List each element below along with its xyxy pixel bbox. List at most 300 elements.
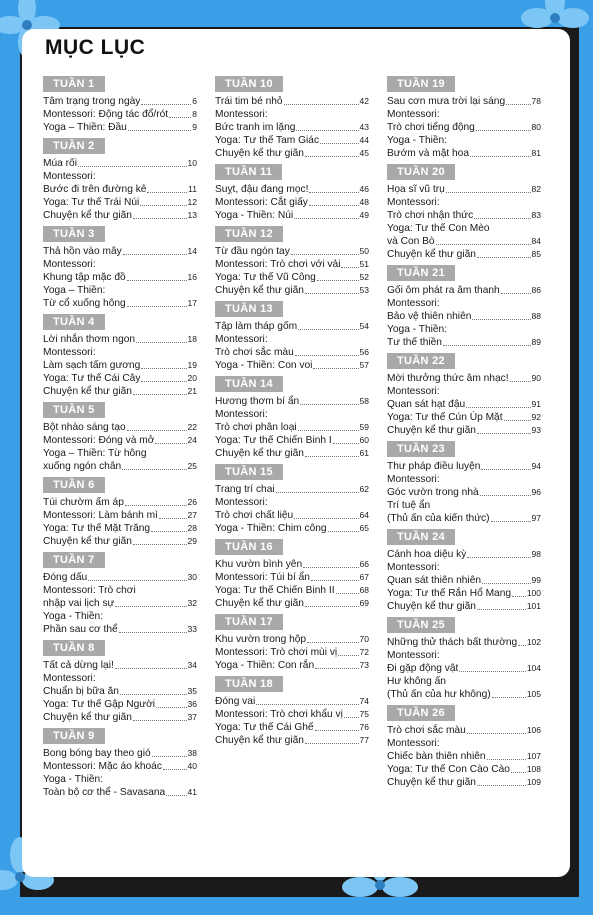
toc-entry[interactable] [387,636,541,649]
toc-entry-text: Trò chơi nhận thức [387,210,474,221]
toc-entry[interactable] [215,408,369,434]
toc-entry-text: Montessori: Trò chơi khẩu vị [215,709,343,720]
toc-entry[interactable] [215,271,369,284]
week-section [387,160,541,261]
page-number: 91 [531,399,541,409]
page-number: 59 [359,422,369,432]
page-number: 90 [531,373,541,383]
toc-entry[interactable] [43,571,197,584]
page-number: 61 [359,448,369,458]
toc-entry[interactable] [215,434,369,447]
toc-entry-line [387,512,541,525]
toc-entry-line [387,763,541,776]
toc-entry-line [43,385,197,398]
dot-leader [305,156,359,157]
toc-entry[interactable] [43,584,197,610]
toc-entry-text: Chuyện kể thư giãn [387,425,476,436]
toc-entry-line [387,636,541,649]
toc-entry-line [43,623,197,636]
toc-entry-text: Montessori: [43,673,96,684]
dot-leader [159,518,187,519]
toc-entry-line [43,297,197,310]
toc-entry-text: Góc vườn trong nhà [387,487,479,498]
toc-entry[interactable] [43,535,197,548]
page-number: 106 [526,725,541,735]
week-section [43,310,197,398]
dot-leader [311,580,359,581]
toc-entry-line [387,121,541,134]
toc-entry[interactable] [43,610,197,636]
toc-entry-text: Chiếc bàn thiên nhiên [387,751,486,762]
toc-entry-text: Montessori: [43,171,96,182]
toc-entry[interactable] [43,333,197,346]
toc-entry[interactable] [43,209,197,222]
toc-entry-text: Yoga - Thiền: [43,774,104,785]
toc-entry[interactable] [387,424,541,437]
toc-entry[interactable] [215,258,369,271]
dot-leader [467,557,530,558]
page-number: 57 [359,360,369,370]
toc-entry[interactable] [387,460,541,473]
dot-leader [328,531,359,532]
page-number: 101 [526,601,541,611]
toc-entry-line [387,750,541,763]
dot-leader [338,655,358,656]
toc-entry[interactable] [215,708,369,721]
toc-entry[interactable] [387,372,541,385]
toc-entry-line [43,509,197,522]
toc-entry-text: Từ cổ xuống hông [43,298,126,309]
toc-entry[interactable] [43,659,197,672]
toc-entry-text: Montessori: [387,109,440,120]
week-label: TUẦN 14 [215,376,283,392]
dot-leader [305,293,359,294]
dot-leader [303,567,358,568]
toc-entry-line [215,359,369,372]
toc-entry[interactable] [43,773,197,799]
toc-entry[interactable] [43,434,197,447]
page-number: 82 [531,184,541,194]
dot-leader [298,329,358,330]
week-label: TUẦN 9 [43,728,105,744]
toc-entry[interactable] [387,548,541,561]
toc-entry[interactable] [387,183,541,196]
dot-leader [466,407,530,408]
toc-entry-text: Montessori: Trò chơi [43,585,136,596]
page-number: 58 [359,396,369,406]
page-number: 54 [359,321,369,331]
toc-entry-text: Yoga: Tư thế Con Cào Cào [387,764,510,775]
toc-entry-text: Bột nhào sáng tạo [43,422,126,433]
page-number: 92 [531,412,541,422]
toc-entry-line [387,776,541,789]
page-number: 21 [187,386,197,396]
toc-entry[interactable] [215,659,369,672]
toc-entry-text: Túi chườm ấm áp [43,497,124,508]
toc-entry[interactable] [43,760,197,773]
dot-leader [313,368,358,369]
dot-leader [284,104,359,105]
toc-entry[interactable] [215,597,369,610]
toc-entry-text: Thả hồn vào mây [43,246,122,257]
toc-entry-text: Yoga: Tư thế Cái Ghế [215,722,314,733]
toc-entry-line [215,447,369,460]
week-label: TUẦN 13 [215,301,283,317]
toc-entry[interactable] [215,558,369,571]
toc-entry[interactable] [387,411,541,424]
toc-entry[interactable] [215,183,369,196]
toc-entry-line [387,574,541,587]
toc-entry[interactable] [43,711,197,724]
toc-entry-text: Yoga - Thiền: [43,611,104,622]
toc-entry[interactable] [215,333,369,359]
toc-entry-text: Chuyện kể thư giãn [43,386,132,397]
dot-leader [309,205,359,206]
page-number: 41 [187,787,197,797]
week-section [215,460,369,535]
toc-entry-text: Yoga - Thiền: [387,135,448,146]
toc-entry-line [215,245,369,258]
toc-entry-text: Yoga: Tư thế Mặt Trăng [43,523,151,534]
toc-entry[interactable] [387,473,541,499]
page-number: 85 [531,249,541,259]
toc-entry[interactable] [215,584,369,597]
toc-entry-text: Bước đi trên đường kẻ [43,184,147,195]
toc-entry[interactable] [387,222,541,248]
toc-entry[interactable] [43,747,197,760]
toc-entry-text: Bong bóng bay theo gió [43,748,151,759]
toc-entry[interactable] [43,108,197,121]
toc-entry[interactable] [215,196,369,209]
dot-leader [511,772,526,773]
dot-leader [133,394,187,395]
toc-entry[interactable] [387,499,541,525]
week-label: TUẦN 8 [43,640,105,656]
toc-entry-text: Yoga: Tư thế Gập Người [43,699,156,710]
page-number: 32 [187,598,197,608]
toc-entry-line [43,711,197,724]
toc-entry[interactable] [215,734,369,747]
toc-entry-line [43,760,197,773]
dot-leader [518,645,526,646]
dot-leader [127,430,187,431]
toc-entry-text: (Thủ ấn của kiến thức) [387,513,490,524]
toc-entry-line [43,434,197,447]
toc-entry-line [387,411,541,424]
page-number: 12 [187,197,197,207]
page-number: 108 [526,764,541,774]
toc-entry[interactable] [43,372,197,385]
toc-entry[interactable] [43,346,197,372]
toc-entry-line [43,209,197,222]
toc-entry[interactable] [215,522,369,535]
page-number: 13 [187,210,197,220]
page-number: 33 [187,624,197,634]
dot-leader [459,671,525,672]
toc-entry[interactable] [215,496,369,522]
toc-entry-text: Chuyện kể thư giãn [387,249,476,260]
week-section [387,349,541,437]
week-label: TUẦN 4 [43,314,105,330]
toc-entry[interactable] [215,633,369,646]
toc-entry-text: Đóng dấu [43,572,88,583]
toc-entry-line [43,333,197,346]
dot-leader [320,143,358,144]
dot-leader [305,456,359,457]
week-label: TUẦN 10 [215,76,283,92]
page-number: 25 [187,461,197,471]
toc-entry-line [43,571,197,584]
dot-leader [125,505,187,506]
week-label: TUẦN 18 [215,676,283,692]
toc-entry[interactable] [43,121,197,134]
dot-leader [467,733,526,734]
toc-entry[interactable] [43,447,197,473]
dot-leader [481,469,530,470]
toc-entry[interactable] [215,483,369,496]
toc-entry-text: Đóng vai [215,696,256,707]
page-number: 53 [359,285,369,295]
dot-leader [477,257,531,258]
dot-leader [336,593,359,594]
page-number: 75 [359,709,369,719]
toc-entry-line [215,421,369,434]
toc-entry[interactable] [43,698,197,711]
toc-entry[interactable] [43,672,197,698]
dot-leader [296,130,358,131]
toc-entry[interactable] [215,646,369,659]
page-number: 96 [531,487,541,497]
toc-entry[interactable] [387,675,541,701]
toc-entry[interactable] [43,157,197,170]
page-number: 35 [187,686,197,696]
toc-entry[interactable] [43,496,197,509]
toc-entry-line [43,196,197,209]
toc-entry-line [215,509,369,522]
toc-entry[interactable] [387,134,541,160]
toc-entry-text: Montessori: [215,409,268,420]
toc-entry[interactable] [387,297,541,323]
page-number: 46 [359,184,369,194]
page-number: 62 [359,484,369,494]
toc-entry-text: Yoga: Tư thế Con Mèo [387,223,490,234]
toc-entry[interactable] [43,170,197,196]
toc-entry-line [387,336,541,349]
toc-entry[interactable] [215,395,369,408]
toc-entry-line [215,734,369,747]
toc-entry-text: Yoga: Tư thế Cún Úp Mặt [387,412,503,423]
toc-entry-text: Chuyện kể thư giãn [387,601,476,612]
toc-entry-line [43,271,197,284]
toc-entry-text: Yoga - Thiền: Núi [215,210,294,221]
toc-entry[interactable] [387,108,541,134]
dot-leader [294,218,358,219]
toc-entry-text: nhập vai lịch sự [43,598,115,609]
toc-entry-line [215,721,369,734]
week-section [215,535,369,610]
dot-leader [333,443,359,444]
week-label: TUẦN 21 [387,265,455,281]
page-number: 56 [359,347,369,357]
toc-entry-text: Montessori: [387,298,440,309]
toc-entry[interactable] [43,245,197,258]
page-number: 16 [187,272,197,282]
page-number: 66 [359,559,369,569]
toc-entry-text: Montessori: [43,347,96,358]
toc-entry[interactable] [387,561,541,587]
toc-entry-text: Tập làm tháp gốm [215,321,298,332]
toc-entry-line [215,708,369,721]
dot-leader [141,104,191,105]
toc-entry-text: Montessori: Đóng và mở [43,435,155,446]
week-section [215,297,369,372]
dot-leader [300,404,358,405]
toc-entry[interactable] [43,385,197,398]
toc-entry-text: Montessori: [387,562,440,573]
toc-entry[interactable] [387,737,541,763]
toc-entry-text: Yoga - Thiền: Con rắn [215,660,315,671]
toc-entry[interactable] [387,649,541,675]
dot-leader [480,495,531,496]
toc-entry-line [43,183,197,196]
toc-entry[interactable] [215,284,369,297]
toc-entry[interactable] [215,721,369,734]
toc-entry[interactable] [387,284,541,297]
toc-entry[interactable] [43,196,197,209]
toc-entry[interactable] [215,320,369,333]
toc-entry-line [43,522,197,535]
toc-entry-text: Montessori: [387,474,440,485]
page-number: 44 [359,135,369,145]
toc-entry-text: Montessori: Cắt giấy [215,197,308,208]
page-number: 84 [531,236,541,246]
toc-entry[interactable] [387,587,541,600]
toc-entry-text: Hư không ấn [387,676,446,687]
dot-leader [88,580,186,581]
toc-entry[interactable] [215,447,369,460]
toc-entry[interactable] [215,147,369,160]
toc-entry-text: Trò chơi tiếng động [387,122,475,133]
toc-entry-line [215,271,369,284]
page-number: 10 [187,158,197,168]
week-label: TUẦN 17 [215,614,283,630]
week-label: TUẦN 7 [43,552,105,568]
toc-entry[interactable] [215,95,369,108]
toc-entry-text: và Con Bò [387,236,435,247]
page-number: 86 [531,285,541,295]
week-section [215,222,369,297]
page-number: 97 [531,513,541,523]
toc-entry-text: Chuyện kể thư giãn [43,712,132,723]
toc-entry-text: Montessori: Động tác đổ/rót [43,109,169,120]
dot-leader [155,443,186,444]
toc-entry[interactable] [387,196,541,222]
toc-entry[interactable] [387,248,541,261]
page-number: 65 [359,523,369,533]
toc-entry-line [215,646,369,659]
toc-entry[interactable] [387,95,541,108]
toc-entry-text: Yoga – Thiền: Đầu [43,122,127,133]
toc-entry[interactable] [387,385,541,411]
toc-entry-line [43,460,197,473]
toc-entry[interactable] [387,323,541,349]
dot-leader [152,756,187,757]
dot-leader [476,130,531,131]
dot-leader [256,704,358,705]
toc-entry[interactable] [43,258,197,284]
toc-entry-text: Những thử thách bất thường [387,637,518,648]
dot-leader [474,218,530,219]
page-number: 78 [531,96,541,106]
week-label: TUẦN 16 [215,539,283,555]
dot-leader [140,205,186,206]
toc-entry-text: Chuẩn bị bữa ăn [43,686,119,697]
toc-entry-text: Làm sạch tấm gương [43,360,141,371]
dot-leader [482,583,531,584]
dot-leader [492,697,526,698]
toc-entry-line [387,235,541,248]
toc-entry-text: xuống ngón chân [43,461,122,472]
toc-entry-line [387,284,541,297]
toc-entry-text: Montessori: Trò chơi với vải [215,259,341,270]
page-number: 51 [359,259,369,269]
toc-entry-text: Tất cả dừng lại! [43,660,114,671]
toc-entry[interactable] [215,571,369,584]
toc-entry-line [43,747,197,760]
toc-entry-text: Montessori: [387,650,440,661]
toc-entry[interactable] [387,724,541,737]
toc-entry[interactable] [215,359,369,372]
dot-leader [295,355,359,356]
page-number: 68 [359,585,369,595]
toc-entry[interactable] [43,509,197,522]
week-section [43,134,197,222]
toc-entry-text: Trò chơi sắc màu [387,725,466,736]
toc-entry-line [215,558,369,571]
toc-entry[interactable] [43,421,197,434]
toc-entry[interactable] [43,522,197,535]
toc-entry-line [387,310,541,323]
toc-entry[interactable] [43,284,197,310]
toc-entry[interactable] [215,695,369,708]
toc-entry[interactable] [387,600,541,613]
toc-entry[interactable] [215,108,369,134]
toc-entry-line [387,548,541,561]
toc-entry-line [215,320,369,333]
toc-entry-text: Yoga: Tư thế Rắn Hổ Mang [387,588,512,599]
toc-entry-line [215,147,369,160]
toc-entry[interactable] [215,134,369,147]
dot-leader [315,668,358,669]
week-section [43,636,197,724]
dot-leader [141,381,186,382]
page-number: 50 [359,246,369,256]
toc-entry[interactable] [215,209,369,222]
toc-entry-text: Chuyện kể thư giãn [215,148,304,159]
week-section [387,437,541,525]
page-number: 40 [187,761,197,771]
toc-entry[interactable] [43,95,197,108]
toc-entry[interactable] [387,763,541,776]
page-number: 22 [187,422,197,432]
toc-entry[interactable] [215,245,369,258]
toc-entry-line [387,424,541,437]
dot-leader [512,596,526,597]
toc-entry[interactable] [387,776,541,789]
dot-leader [133,218,187,219]
dot-leader [477,785,526,786]
page-number: 81 [531,148,541,158]
